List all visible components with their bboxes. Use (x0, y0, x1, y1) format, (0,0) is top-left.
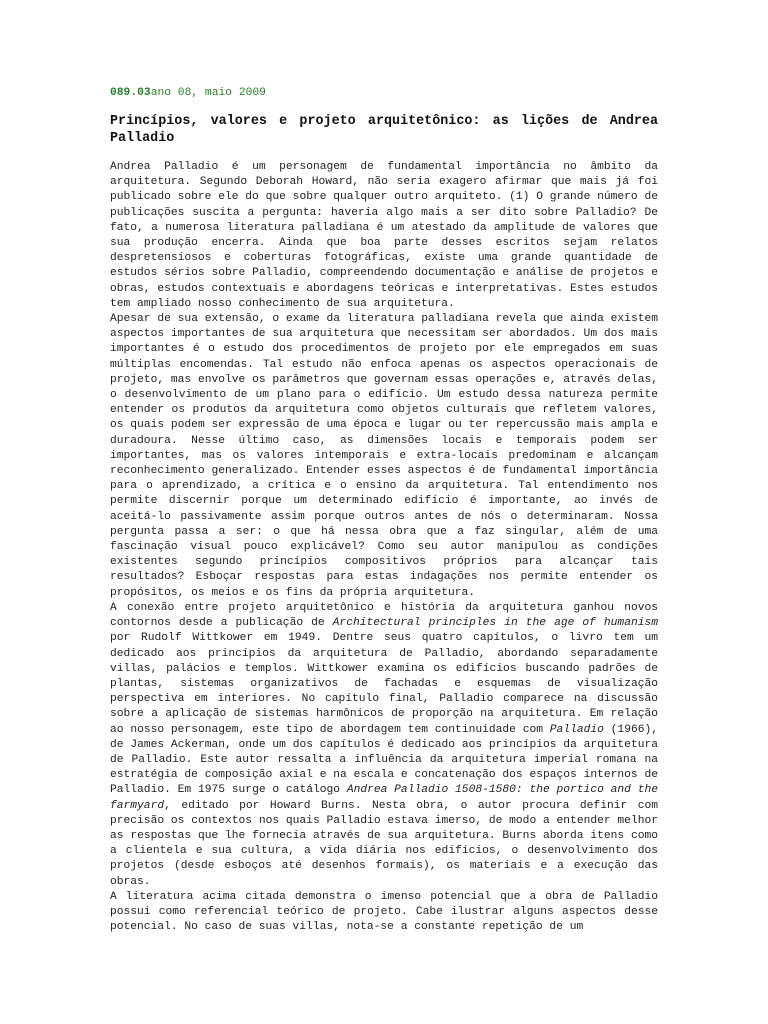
article-title: Princípios, valores e projeto arquitetônico: as lições de Andrea Palladio (110, 114, 658, 146)
paragraph-3-text-b: por Rudolf Wittkower em 1949. Dentre seus quatro capítulos, o livro tem um dedicado aos princípios da arquitetura de Palladio, abordando separadamente villas, palácios e templos. Wittkower examina os edifícios buscando padrões de plantas, sistemas organizativos de fachadas e esquemas de visualização perspectiva em interiores. No capítulo final, Palladio comparece na discussão sobre a aplicação de sistemas harmônicos de proporção na arquitetura. Em relação ao nosso personagem, este tipo de abordagem tem continuidade com (110, 632, 658, 736)
issue-date: ano 08, maio 2009 (150, 87, 266, 99)
article-body (110, 160, 658, 950)
article-meta (110, 86, 266, 100)
paragraph-4-text: A literatura acima citada demonstra o imenso potencial que a obra de Palladio possui como referencial teórico de projeto. Cabe ilustrar alguns aspectos desse potencial. No caso de suas villas, nota-se a constante repetição de um (110, 890, 658, 934)
paragraph-1 (110, 160, 658, 312)
paragraph-4 (110, 890, 658, 936)
paragraph-3-text-c: (1966), de James Ackerman, onde um dos capítulos é dedicado aos princípios da arquitetura de Palladio. Este autor ressalta a influência da arquitetura imperial romana na estratégia de composição axial e na escala e concatenação dos espaços internos de Palladio. Em 1975 surge o catálogo (110, 723, 658, 797)
book-title-burns: Andrea Palladio 1508-1580: the portico and the farmyard (110, 784, 658, 812)
paragraph-2 (110, 312, 658, 601)
paragraph-2-text: Apesar de sua extensão, o exame da literatura palladiana revela que ainda existem aspectos importantes de sua arquitetura que necessitam ser abordados. Um dos mais importantes é o estudo dos procedimentos de projeto por ele empregados em suas múltiplas encomendas. Tal estudo não enfoca apenas os aspectos operacionais de projeto, mas envolve os parâmetros que governam essas operações e, através delas, o desenvolvimento de um plano para o edifício. Um estudo dessa natureza permite entender os produtos da arquitetura como objetos culturais que refletem valores, os quais podem ser expressão de uma época e lugar ou ter repercussão mais ampla e duradoura. Nesse último caso, as dimensões locais e temporais podem ser importantes, mas os valores intemporais e extra-locais predominam e alcançam reconhecimento generalizado. Entender esses aspectos é de fundamental importância para o aprendizado, a crítica e o ensino da arquitetura. Tal entendimento nos permite discernir porque um determinado edifício é importante, ao invés de aceitá-lo passivamente assim porque outros antes de nós o determinaram. Nossa pergunta passa a ser: o que há nessa obra que a faz singular, além de uma fascinação visual pouco explicável? Como seu autor manipulou as condições existentes segundo princípios compositivos próprios para alcançar tais resultados? Esboçar respostas para estas indagações nos permite entender os propósitos, os meios e os fins da própria arquitetura. (110, 313, 658, 599)
book-title-ackerman: Palladio (549, 723, 604, 736)
paragraph-3 (110, 601, 658, 890)
paragraph-3-text-d: , editado por Howard Burns. Nesta obra, o autor procura definir com precisão os contextos nos quais Palladio estava imerso, de modo a entender melhor as respostas que lhe fornecia através de sua arquitetura. Burns aborda itens como a clientela e sua cultura, a vida diária nos edifícios, o desenvolvimento dos projetos (desde esboços até desenhos formais), os materiais e a execução das obras. (110, 799, 658, 888)
book-title-wittkower: Architectural principles in the age of humanism (332, 617, 658, 630)
paragraph-3-text-a: A conexão entre projeto arquitetônico e história da arquitetura ganhou novos contornos desde a publicação de (110, 601, 658, 630)
paragraph-1-text: Andrea Palladio é um personagem de fundamental importância no âmbito da arquitetura. Segundo Deborah Howard, não seria exagero afirmar que mais já foi publicado sobre ele do que sobre qualquer outro arquiteto. (1) O grande número de publicações suscita a pergunta: haveria algo mais a ser dito sobre Palladio? De fato, a numerosa literatura palladiana é um atestado da amplitude de valores que sua produção encerra. Ainda que boa parte desses escritos sejam relatos despretensiosos e coberturas fotográficas, existe uma grande quantidade de estudos sérios sobre Palladio, compreendendo documentação e análise de projetos e obras, estudos contextuais e abordagens teóricas e interpretativas. Estes estudos tem ampliado nosso conhecimento de sua arquitetura. (110, 161, 658, 310)
issue-number: 089.03 (110, 87, 151, 99)
